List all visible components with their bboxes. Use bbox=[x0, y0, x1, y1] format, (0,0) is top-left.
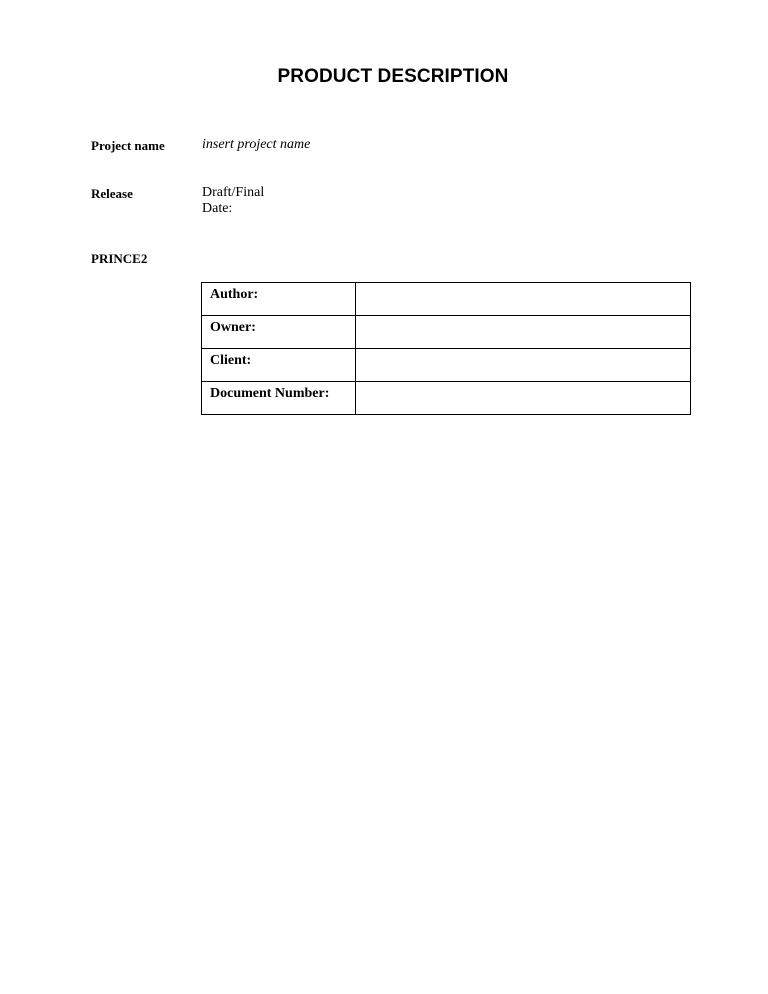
document-number-value bbox=[356, 382, 691, 415]
table-row-author bbox=[202, 283, 691, 316]
document-info-table bbox=[201, 282, 691, 415]
table-row-owner bbox=[202, 316, 691, 349]
table-row-client bbox=[202, 349, 691, 382]
document-number-label: Document Number: bbox=[202, 382, 356, 415]
owner-value bbox=[356, 316, 691, 349]
prince2-label: PRINCE2 bbox=[91, 251, 148, 266]
owner-label: Owner: bbox=[202, 316, 356, 349]
project-name-value: insert project name bbox=[202, 137, 311, 152]
document-title: PRODUCT DESCRIPTION bbox=[277, 66, 509, 87]
date-label: Date: bbox=[202, 201, 233, 216]
author-label: Author: bbox=[202, 283, 356, 316]
client-label: Client: bbox=[202, 349, 356, 382]
author-value bbox=[356, 283, 691, 316]
project-name-label: Project name bbox=[91, 138, 165, 153]
table-row-document-number bbox=[202, 382, 691, 415]
release-label: Release bbox=[91, 186, 133, 201]
client-value bbox=[356, 349, 691, 382]
release-value: Draft/Final bbox=[202, 185, 265, 200]
